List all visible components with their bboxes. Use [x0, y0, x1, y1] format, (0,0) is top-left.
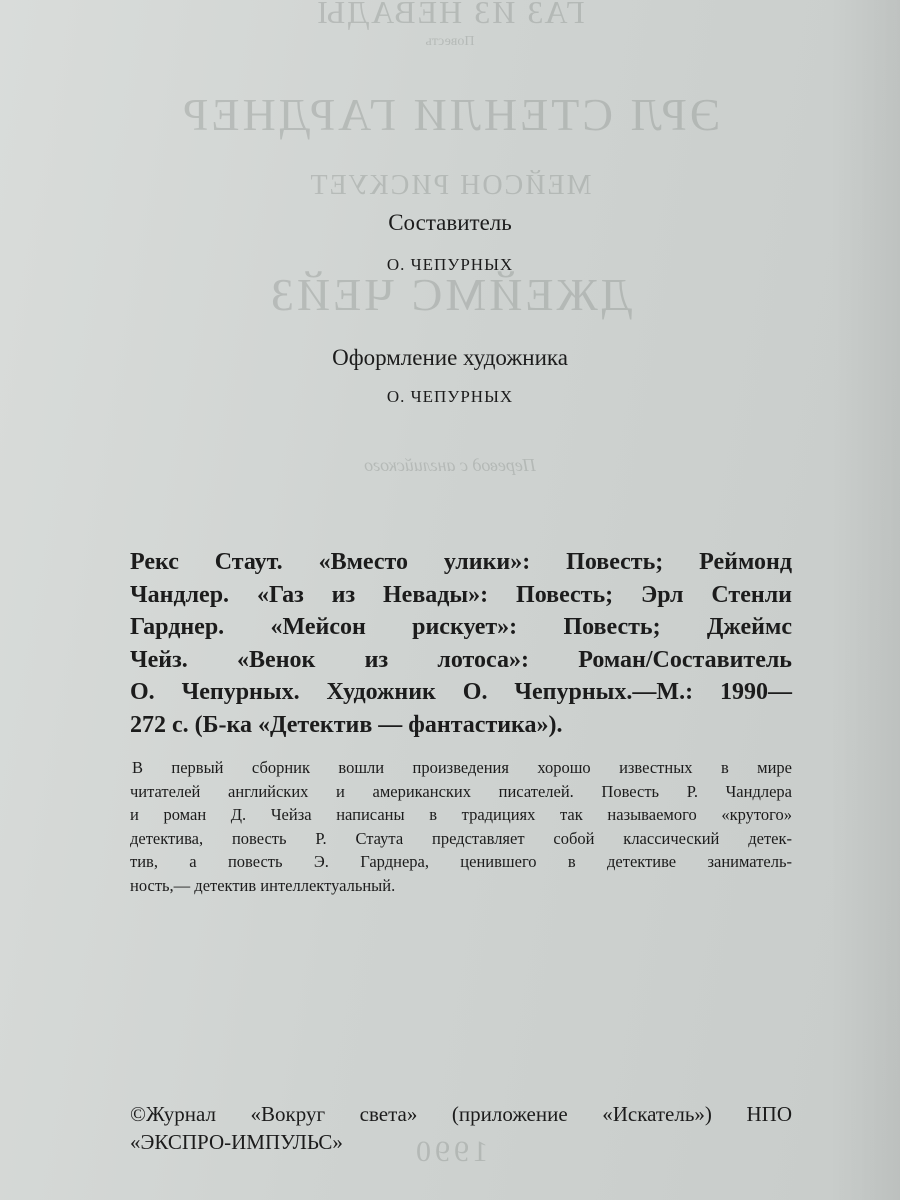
designer-label: Оформление художника [332, 345, 568, 370]
annotation-paragraph [130, 756, 792, 897]
annotation-line: ность,— детектив интеллектуальный. [130, 875, 396, 895]
compiler-label: Составитель [388, 210, 512, 235]
annotation-line: тив, а повесть Э. Гарднера, ценившего в детективе заниматель- [130, 852, 792, 871]
bleed-through-text: ДЖЕЙМС ЧЕЙЗ [267, 269, 633, 320]
bleed-through-text: ГАЗ ИЗ НЕВАДЫ [315, 0, 585, 30]
annotation-line: детектива, повесть Р. Стаута представляет собой классический детек- [130, 828, 792, 848]
annotation-line: и роман Д. Чейза написаны в традициях так называемого «крутого» [130, 805, 792, 824]
annotation-line: В первый сборник вошли произведения хорошо известных в мире [132, 758, 792, 777]
compiler-name: О. ЧЕПУРНЫХ [386, 255, 514, 274]
bleed-through-text: Повесть [425, 34, 475, 49]
bibliographic-line: Гарднер. «Мейсон рискует»: Повесть; Джеймс [130, 614, 792, 640]
copyright-line: «ЭКСПРО-ИМПУЛЬС» [130, 1130, 343, 1154]
bibliographic-line: О. Чепурных. Художник О. Чепурных.—М.: 1990— [130, 679, 792, 705]
designer-name: О. ЧЕПУРНЫХ [386, 387, 514, 406]
bleed-through-text: МЕЙСОН РИСКУЕТ [308, 170, 592, 201]
copyright-notice [130, 1100, 792, 1156]
bibliographic-line: Чейз. «Венок из лотоса»: Роман/Составитель [130, 646, 792, 673]
copyright-line: ©Журнал «Вокруг света» (приложение «Искатель») НПО [130, 1102, 792, 1126]
bibliographic-entry [130, 546, 792, 741]
bibliographic-line: Чандлер. «Газ из Невады»: Повесть; Эрл Стенли [130, 581, 792, 608]
bibliographic-line: 272 с. (Б-ка «Детектив — фантастика»). [130, 711, 563, 738]
bleed-through-text: ЭРЛ СТЕНЛИ ГАРДНЕР [179, 89, 721, 140]
bibliographic-line: Рекс Стаут. «Вместо улики»: Повесть; Реймонд [130, 549, 792, 575]
bleed-through-text: Перевод с английского [364, 455, 536, 475]
annotation-line: читателей английских и американских писателей. Повесть Р. Чандлера [130, 781, 792, 801]
bleed-through-text: 1990 [412, 1135, 488, 1168]
